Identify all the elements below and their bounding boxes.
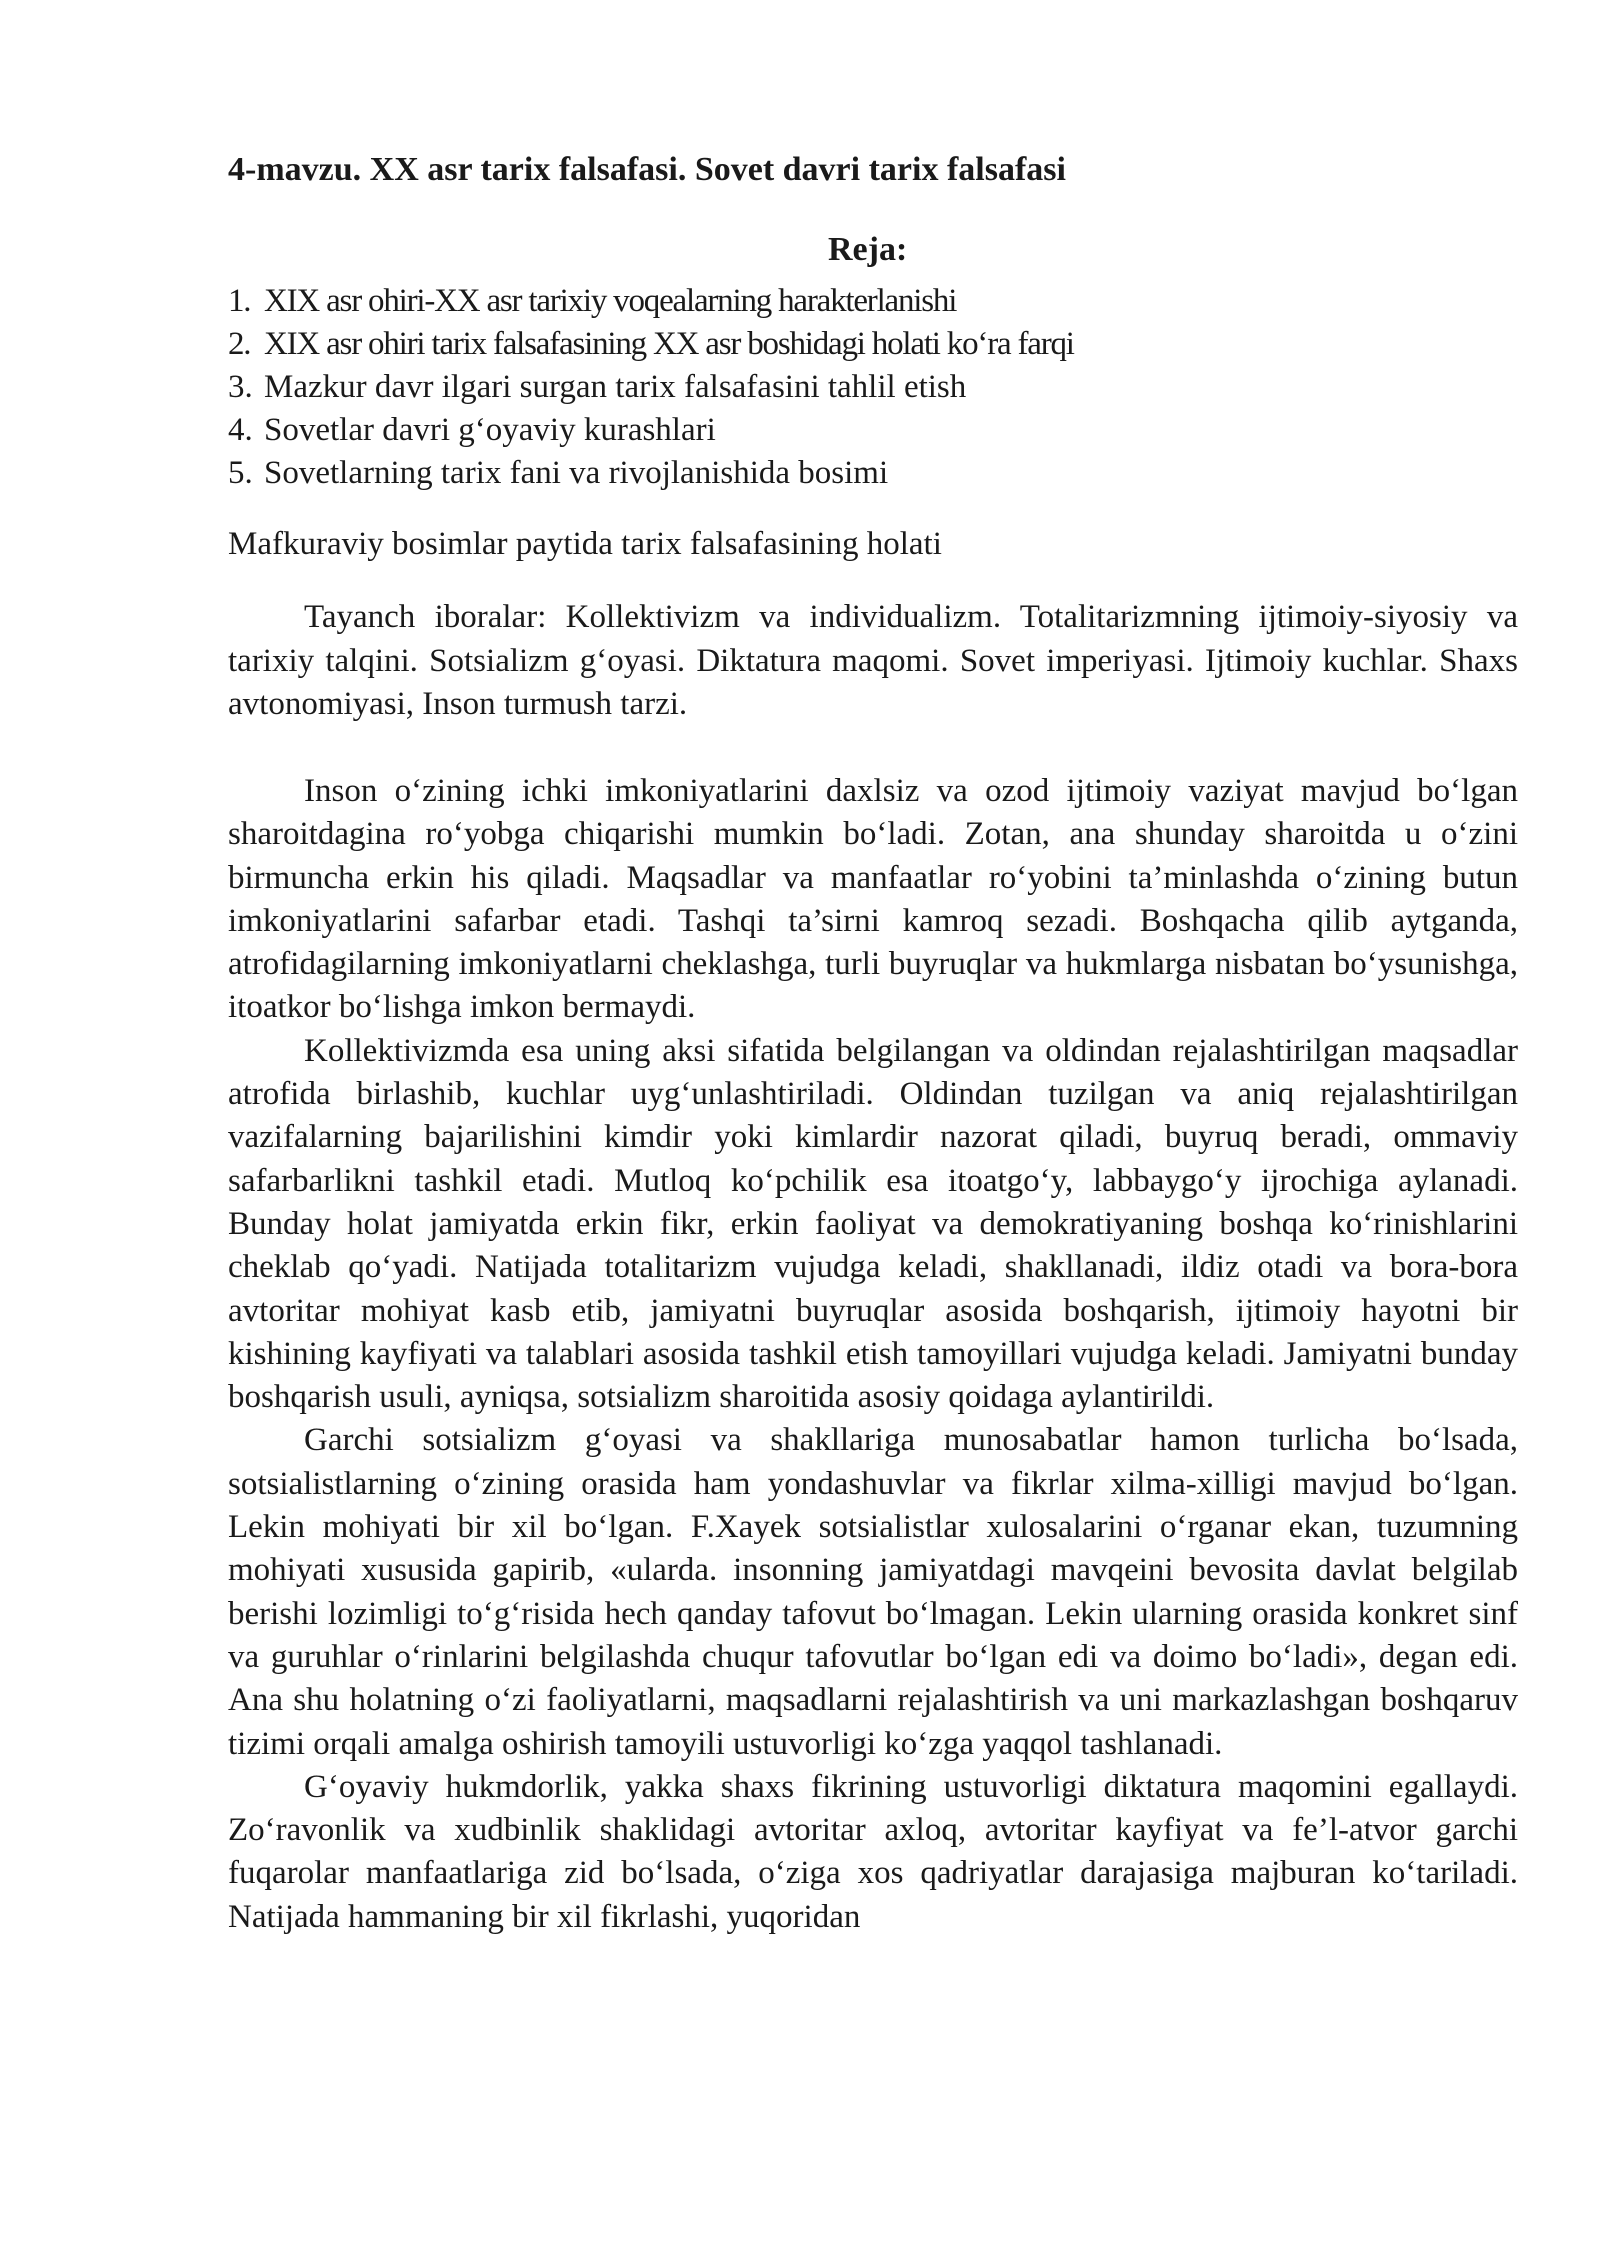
keywords-paragraph: Tayanch iboralar: Kollektivizm va individualizm. Totalitarizmning ijtimoiy-siyosiy va tarixiy talqini. Sotsializm g‘oyasi. Diktatura maqomi. Sovet imperiyasi. Ijtimoiy kuchlar. Shaxs avtonomiyasi, Inson turmush tarzi. (228, 599, 1518, 722)
plan-item (228, 323, 1074, 366)
body-paragraph: G‘oyaviy hukmdorlik, yakka shaxs fikrining ustuvorligi diktatura maqomini egallaydi. Zo‘ravonlik va xudbinlik shaklidagi avtoritar axloq, avtoritar kayfiyat va fe’l-atvor garchi fuqarolar manfaatlariga zid bo‘lsada, o‘ziga xos qadriyatlar darajasiga majburan ko‘tariladi. Natijada hammaning bir xil fikrlashi, yuqoridan (228, 1768, 1518, 1935)
document-title: 4-mavzu. XX asr tarix falsafasi. Sovet davri tarix falsafasi (228, 151, 1066, 188)
body-paragraph: Kollektivizmda esa uning aksi sifatida belgilangan va oldindan rejalashtirilgan maqsadlar atrofida birlashib, kuchlar uyg‘unlashtiriladi. Oldindan tuzilgan va aniq rejalashtirilgan vazifalarning bajarilishini kimdir yoki kimlardir nazorat qiladi, buyruq beradi, ommaviy safarbarlikni tashkil etadi. Mutloq ko‘pchilik esa itoatgo‘y, labbaygo‘y ijrochiga aylanadi. Bunday holat jamiyatda erkin fikr, erkin faoliyat va demokratiyaning boshqa ko‘rinishlarini cheklab qo‘yadi. Natijada totalitarizm vujudga keladi, shakllanadi, ildiz otadi va bora-bora avtoritar mohiyat kasb etib, jamiyatni buyruqlar asosida boshqarish, ijtimoiy hayotni bir kishining kayfiyati va talablari asosida tashkil etish tamoyillari vujudga keladi. Jamiyatni bunday boshqarish usuli, ayniqsa, sotsializm sharoitida asosiy qoidaga aylantirildi. (228, 1032, 1518, 1416)
body-paragraph: Garchi sotsializm g‘oyasi va shakllariga munosabatlar hamon turlicha bo‘lsada, sotsialistlarning o‘zining orasida ham yondashuvlar va fikrlar xilma-xilligi mavjud bo‘lgan. Lekin mohiyati bir xil bo‘lgan. F.Xayek sotsialistlar xulosalarini o‘rganar ekan, tuzumning mohiyati xususida gapirib, «ularda. insonning jamiyatdagi mavqeini bevosita davlat belgilab berishi lozimligi to‘g‘risida hech qanday tafovut bo‘lmagan. Lekin ularning orasida konkret sinf va guruhlar o‘rinlarini belgilashda chuqur tafovutlar bo‘lgan edi va doimo bo‘ladi», degan edi. Ana shu holatning o‘zi faoliyatlarni, maqsadlarni rejalashtirish va uni markazlashgan boshqaruv tizimi orqali amalga oshirish tamoyili ustuvorligi ko‘zga yaqqol tashlanadi. (228, 1422, 1518, 1762)
plan-item-number: 1. (228, 283, 251, 319)
plan-item-text: Sovetlarning tarix fani va rivojlanishida bosimi (264, 455, 889, 491)
plan-item (228, 452, 1074, 495)
plan-item-number: 2. (228, 326, 251, 362)
plan-list (228, 280, 1074, 495)
body-text (228, 770, 1518, 1939)
plan-item (228, 280, 1074, 323)
plan-item-number: 3. (228, 369, 253, 405)
plan-item (228, 366, 1074, 409)
plan-item-text: XIX asr ohiri-XX asr tarixiy voqealarning harakterlanishi (264, 283, 957, 319)
plan-item-text: Sovetlar davri g‘oyaviy kurashlari (264, 412, 716, 448)
section-subtitle: Mafkuraviy bosimlar paytida tarix falsafasining holati (228, 526, 942, 562)
plan-item-text: XIX asr ohiri tarix falsafasining XX asr boshidagi holati ko‘ra farqi (264, 326, 1074, 362)
plan-item-number: 4. (228, 412, 253, 448)
body-paragraph: Inson o‘zining ichki imkoniyatlarini daxlsiz va ozod ijtimoiy vaziyat mavjud bo‘lgan sharoitdagina ro‘yobga chiqarishi mumkin bo‘ladi. Zotan, ana shunday sharoitda u o‘zini birmuncha erkin his qiladi. Maqsadlar va manfaatlar ro‘yobini ta’minlashda o‘zining butun imkoniyatlarini safarbar etadi. Tashqi ta’sirni kamroq sezadi. Boshqacha qilib aytganda, atrofidagilarning imkoniyatlarni cheklashga, turli buyruqlar va hukmlarga nisbatan bo‘ysunishga, itoatkor bo‘lishga imkon bermaydi. (228, 773, 1518, 1026)
plan-item-text: Mazkur davr ilgari surgan tarix falsafasini tahlil etish (264, 369, 967, 405)
plan-item (228, 409, 1074, 452)
plan-heading: Reja: (828, 231, 908, 268)
plan-item-number: 5. (228, 455, 253, 491)
